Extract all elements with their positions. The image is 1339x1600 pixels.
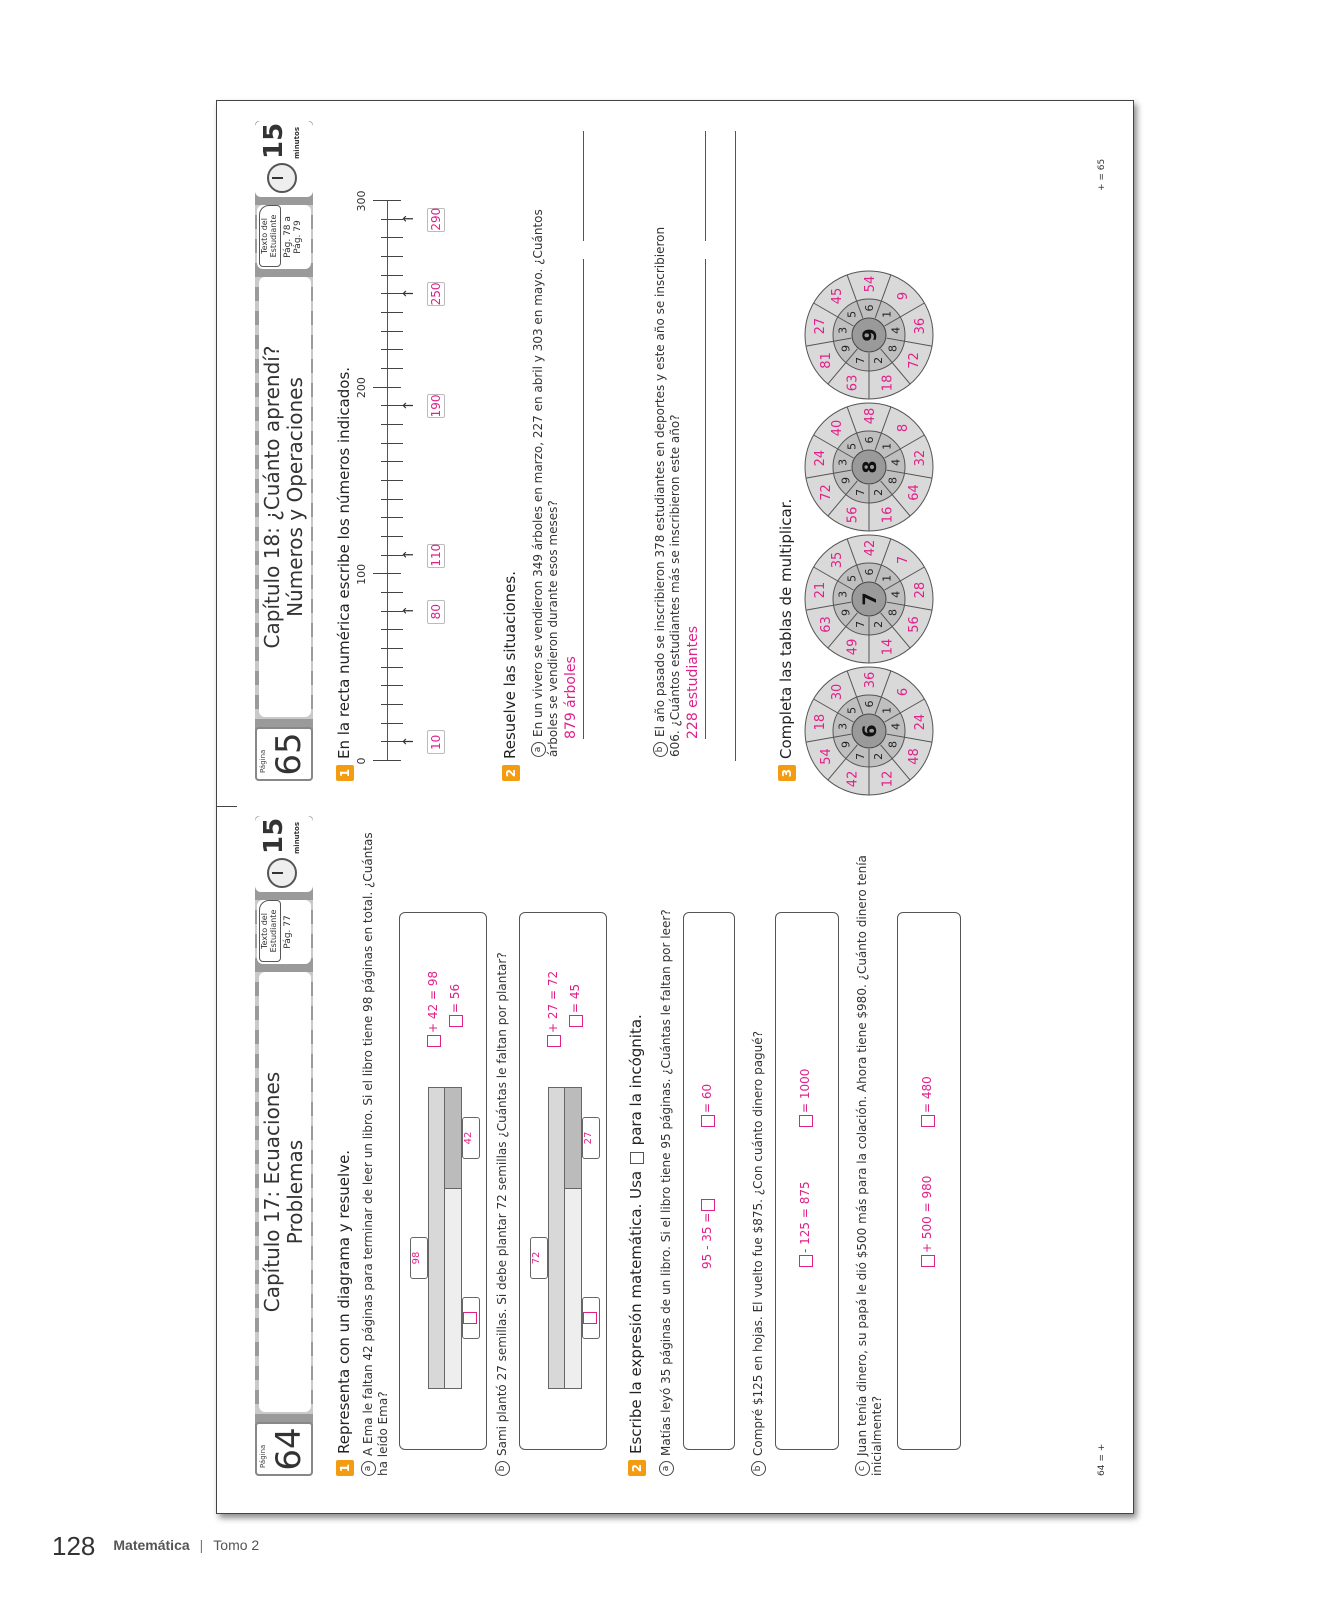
wheel-answer: 42 [863,539,878,557]
page-label: Página [259,1444,267,1468]
page-header [255,816,313,1476]
book-page-number: 128 [52,1531,96,1561]
question-2b [653,197,683,757]
wheel-inner-number: 4 [889,722,903,730]
wheel-answer: 49 [845,638,861,656]
wheel-answer: 48 [907,748,923,765]
number-line-tick [381,293,403,294]
wheel-inner-number: 3 [836,326,850,334]
wheel-answer: 32 [913,449,929,467]
wheel-inner-number: 4 [889,590,903,598]
wheel-inner-number: 5 [845,574,859,582]
answer-line [735,131,736,761]
tape-part-unknown [564,1187,582,1389]
number-line-arrow: ↑ [401,604,417,617]
page-label: Página [259,749,267,773]
number-line-tick [381,480,403,481]
multiplication-wheel [805,535,933,663]
number-line-arrow: ↑ [401,399,417,412]
wheel-inner-number: 3 [836,590,850,598]
section-number-badge: 1 [336,1460,354,1476]
wheel-answer: 16 [880,506,896,524]
wheel-inner-number: 6 [863,700,876,708]
wheel-inner-number: 2 [872,620,886,628]
section-number-badge: 3 [778,765,796,781]
page-footer: 64 = + [1097,1443,1107,1476]
wheel-answer: 6 [895,687,911,697]
wheel-inner-number: 2 [872,488,886,496]
chapter-title-line2: Problemas [283,1139,307,1245]
wheel-answer: 14 [880,638,896,656]
wheel-inner-number: 4 [889,458,903,466]
wheel-inner-number: 2 [872,356,886,364]
number-line-tick [381,443,403,444]
wheel-center-number: 9 [859,328,881,342]
section-number-badge: 2 [628,1460,646,1476]
number-line-answer: 290 [429,207,443,231]
unknown-label [462,1297,480,1339]
book-separator: | [199,1537,204,1554]
wheel-answer: 9 [895,291,911,301]
wheel-inner-number: 7 [853,488,867,496]
textbook-reference [257,900,311,964]
multiplication-wheels [797,101,947,801]
section-text-b: para la incógnita. [627,1014,645,1146]
wheel-answer: 7 [895,555,911,565]
number-line-label: 0 [355,757,368,765]
part-label: 42 [462,1117,480,1159]
section-text: En la recta numérica escribe los números indicados. [335,366,353,759]
expression: 95 - 35 = [700,1197,715,1269]
result: = 60 [700,1084,715,1129]
wheel-answer: 18 [812,713,828,731]
page-footer: + = 65 [1097,158,1107,191]
wheel-answer: 63 [845,374,861,392]
expression: + 500 = 980 [920,1176,935,1269]
section-text-a: Escribe la expresión matemática. Usa [627,1170,645,1454]
equation-2: = 56 [448,984,463,1029]
wheel-answer: 42 [845,770,861,788]
wheel-inner-number: 9 [839,741,853,748]
total-label: 72 [530,1237,548,1279]
question-text: En un vivero se vendieron 349 árboles en marzo, 227 en abril y 303 en mayo. ¿Cuántos árboles se vendieron durante esos meses? [531,209,560,757]
wheel-answer: 36 [863,671,878,689]
wheel-answer: 54 [818,748,834,765]
question-text: Matías leyó 35 páginas de un libro. Si el libro tiene 95 páginas. ¿Cuántas le faltan por leer? [659,909,673,1456]
book-icon: Texto del Estudiante [259,205,281,267]
wheel-answer: 30 [830,683,846,701]
wheel-inner-number: 6 [863,304,876,312]
question-letter: a [531,742,546,757]
part-label: 27 [582,1117,600,1159]
wheel-answer: 18 [880,374,896,392]
answer-box-2a[interactable] [683,912,735,1450]
textbook-pages: Pág. 77 [283,915,293,949]
equation-1: + 27 = 72 [546,971,561,1049]
book-icon: Texto del Estudiante [259,900,281,962]
wheel-answer: 28 [913,581,929,599]
question-letter: a [659,1461,674,1476]
question-2b [751,826,766,1476]
book-spread-scan [216,100,1134,1514]
wheel-inner-number: 3 [836,458,850,466]
wheel-answer: 24 [913,713,929,731]
page-number: 64 [269,1427,309,1471]
number-line [237,101,537,801]
answer-box-2b[interactable] [775,912,839,1450]
timer-value: 15 [259,122,289,159]
number-line-tick [381,349,403,350]
answer-line [583,131,584,241]
question-letter: c [855,1461,870,1476]
wheel-answer: 40 [830,419,846,437]
number-line-tick [381,555,403,556]
wheel-inner-number: 1 [880,442,894,450]
number-line-arrow: ↑ [401,735,417,748]
number-line-answer: 190 [429,394,443,418]
wheel-answer: 64 [907,484,923,501]
book-footer [52,1531,259,1562]
wheel-inner-number: 8 [886,741,900,748]
question-text: A Ema le faltan 42 páginas para terminar de leer un libro. Si el libro tiene 98 páginas en total. ¿Cuántas ha leído Ema? [361,832,390,1476]
number-line-tick [373,573,401,574]
number-line-label: 100 [355,563,368,585]
wheel-answer: 54 [863,275,878,293]
number-line-tick [373,200,401,201]
number-line-label: 200 [355,377,368,399]
wheel-answer: 35 [830,551,846,569]
answer-line [583,259,584,739]
wheel-inner-number: 9 [839,609,853,616]
textbook-pages: Pág. 78 a Pág. 79 [283,216,303,258]
timer-value: 15 [259,817,289,854]
equation-1: + 42 = 98 [426,971,441,1049]
wheel-inner-number: 9 [839,345,853,352]
wheel-inner-number: 1 [880,310,894,318]
wheel-inner-number: 3 [836,722,850,730]
wheel-inner-number: 1 [880,574,894,582]
number-line-arrow: ↑ [401,548,417,561]
wheel-answer: 8 [895,423,911,433]
number-line-tick [381,368,403,369]
wheel-center-number: 7 [859,592,881,606]
number-line-tick [381,704,403,705]
timer-unit: minutos [293,822,301,854]
question-2a [531,197,561,757]
question-letter: b [495,1461,510,1476]
section-2-heading [501,571,520,781]
wheel-inner-number: 2 [872,752,886,760]
wheel-answer: 72 [818,484,834,501]
number-line-tick [381,461,403,462]
chapter-title-line1: Capítulo 17: Ecuaciones [260,1071,284,1313]
number-line-tick [381,405,403,406]
section-number-badge: 1 [336,765,354,781]
number-line-tick [381,256,403,257]
section-3-heading [777,499,796,781]
number-line-tick [381,723,403,724]
alarm-clock-icon [267,858,297,888]
section-2-heading [627,1014,646,1476]
section-text: Resuelve las situaciones. [501,571,519,759]
answer-line [705,259,706,739]
chapter-title [259,972,311,1412]
number-line-arrow: ↑ [401,212,417,225]
page-65 [237,101,1134,801]
number-line-tick [381,592,403,593]
wheel-answer: 24 [812,449,828,467]
number-line-axis [387,201,388,761]
expression: - 125 = 875 [798,1181,813,1269]
tape-part-known [564,1087,582,1189]
number-line-tick [381,685,403,686]
number-line-arrow: ↑ [401,287,417,300]
wheel-inner-number: 8 [886,345,900,352]
diagram-box-1a [399,912,487,1450]
page-number: 65 [269,732,309,776]
number-line-answer: 80 [427,600,445,624]
question-2c [855,826,885,1476]
wheel-center-number: 8 [859,460,881,474]
number-line-tick [373,387,401,388]
number-line-tick [381,312,403,313]
wheel-inner-number: 8 [886,477,900,484]
book-subject: Matemática [113,1537,190,1554]
chapter-title-line1: Capítulo 18: ¿Cuánto aprendí? [260,345,284,649]
question-text: Sami plantó 27 semillas. Si debe plantar 72 semillas ¿Cuántas le faltan por plantar? [495,952,509,1456]
question-letter: b [751,1461,766,1476]
section-number-badge: 2 [502,765,520,781]
number-line-tick [381,667,403,668]
answer-2a: 879 árboles [563,656,579,739]
page-number-box [255,1422,313,1476]
number-line-tick [381,237,403,238]
number-line-tick [381,629,403,630]
question-letter: b [653,742,668,757]
wheel-inner-number: 7 [853,620,867,628]
multiplication-wheel [805,403,933,531]
number-line-label: 300 [355,190,368,212]
wheel-inner-number: 5 [845,706,859,714]
wheel-inner-number: 7 [853,356,867,364]
number-line-tick [381,648,403,649]
wheel-answer: 48 [863,407,878,425]
number-line-tick [381,219,403,220]
wheel-inner-number: 6 [863,436,876,444]
question-text: Juan tenía dinero, su papá le dió $500 más para la colación. Ahora tiene $980. ¿Cuánto dinero tenía inicialmente? [855,855,884,1476]
number-line-tick [381,611,403,612]
number-line-answer: 110 [429,543,443,567]
question-text: Compré $125 en hojas. El vuelto fue $875. ¿Con cuánto dinero pagué? [751,1030,765,1456]
section-text: Completa las tablas de multiplicar. [777,498,795,759]
unknown-label [582,1297,600,1339]
section-text: Representa con un diagrama y resuelve. [335,1149,353,1454]
wheel-inner-number: 8 [886,609,900,616]
number-line-answer: 250 [429,282,443,306]
total-label: 98 [410,1237,428,1279]
number-line-tick [381,499,403,500]
diagram-box-1b [519,912,607,1450]
section-1-heading [335,1150,354,1476]
question-2a [659,826,674,1476]
wheel-center-number: 6 [859,724,881,738]
timer-unit: minutos [293,127,301,159]
wheel-answer: 27 [812,317,828,335]
wheel-inner-number: 1 [880,706,894,714]
wheel-inner-number: 5 [845,442,859,450]
number-line-tick [373,760,401,761]
multiplication-wheel [805,667,933,795]
number-line-tick [381,424,403,425]
book-volume: Tomo 2 [213,1537,260,1554]
question-letter: a [361,1461,376,1476]
wheel-answer: 21 [812,581,828,599]
number-line-tick [381,741,403,742]
wheel-inner-number: 6 [863,568,876,576]
wheel-inner-number: 5 [845,310,859,318]
wheel-inner-number: 4 [889,326,903,334]
wheel-inner-number: 9 [839,477,853,484]
number-line-tick [381,517,403,518]
tape-part-known [444,1087,462,1189]
timer-box [255,816,313,892]
wheel-answer: 12 [880,770,896,788]
number-line-tick [381,331,403,332]
question-1a [361,826,391,1476]
wheel-inner-number: 7 [853,752,867,760]
wheel-answer: 56 [845,506,861,524]
result: = 480 [920,1076,935,1129]
result: = 1000 [798,1069,813,1129]
number-line-tick [381,275,403,276]
chapter-title-line2: Números y Operaciones [283,377,307,617]
page-64 [237,796,1134,1496]
wheel-answer: 72 [907,352,923,369]
question-text: El año pasado se inscribieron 378 estudiantes en deportes y este año se inscribieron 606. ¿Cuántos estudiantes más se inscribieron este año? [653,226,682,757]
number-line-answer: 10 [427,730,445,754]
equation-2: = 45 [568,984,583,1029]
wheel-answer: 56 [907,616,923,633]
tape-part-unknown [444,1187,462,1389]
answer-box-2c[interactable] [897,912,961,1450]
wheel-answer: 63 [818,616,834,633]
number-line-tick [381,536,403,537]
wheel-answer: 45 [830,287,846,305]
question-1b [495,826,510,1476]
answer-line [705,131,706,241]
multiplication-wheel [805,271,933,399]
answer-2b: 228 estudiantes [685,625,701,739]
wheel-answer: 81 [818,352,834,369]
wheel-answer: 36 [913,317,929,335]
